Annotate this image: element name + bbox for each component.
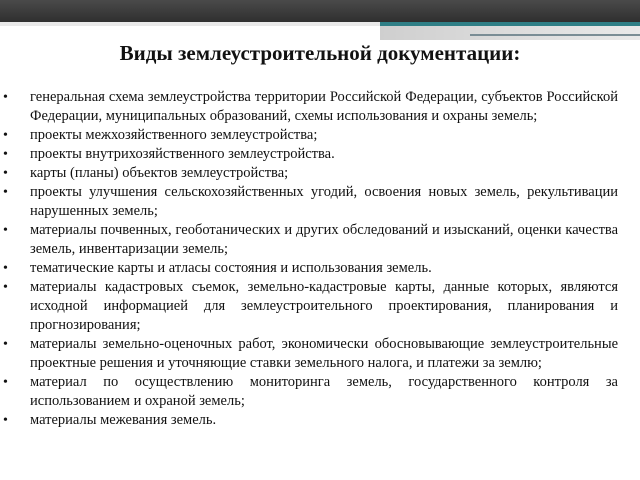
list-item bbox=[0, 164, 640, 183]
header-accent-gray bbox=[380, 26, 640, 40]
list-item-text: проекты внутрихозяйственного землеустройства. bbox=[30, 146, 335, 162]
bullet-icon: • bbox=[3, 166, 8, 181]
header-accent-line bbox=[470, 34, 640, 36]
header-accent-left bbox=[0, 22, 380, 26]
bullet-icon: • bbox=[3, 261, 8, 276]
list-item bbox=[0, 145, 640, 164]
list-item bbox=[0, 126, 640, 145]
list-item bbox=[0, 411, 640, 430]
list-item-text: материалы земельно-оценочных работ, экономически обосновывающие землеустроительные проектные решения и уточняющие ставки земельного налога, и платежи за землю; bbox=[30, 336, 618, 371]
bullet-icon: • bbox=[3, 337, 8, 352]
bullet-icon: • bbox=[3, 90, 8, 105]
bullet-icon: • bbox=[3, 128, 8, 143]
list-item-text: генеральная схема землеустройства территории Российской Федерации, субъектов Российской Федерации, муниципальных образований, схемы использования и охраны земель; bbox=[30, 89, 618, 124]
list-item-text: проекты межхозяйственного землеустройства; bbox=[30, 127, 318, 143]
bullet-icon: • bbox=[3, 185, 8, 200]
list-item bbox=[0, 221, 640, 259]
header-band bbox=[0, 0, 640, 22]
slide-title: Виды землеустроительной документации: bbox=[119, 41, 521, 65]
list-item bbox=[0, 278, 640, 335]
list-item-text: проекты улучшения сельскохозяйственных угодий, освоения новых земель, рекультивации нарушенных земель; bbox=[30, 184, 618, 219]
bullet-icon: • bbox=[3, 413, 8, 428]
bullet-icon: • bbox=[3, 375, 8, 390]
list-item-text: материал по осуществлению мониторинга земель, государственного контроля за использованием и охраной земель; bbox=[30, 374, 618, 409]
list-item bbox=[0, 259, 640, 278]
list-item-text: материалы почвенных, геоботанических и других обследований и изысканий, оценки качества земель, инвентаризации земель; bbox=[30, 222, 618, 257]
list-item-text: материалы межевания земель. bbox=[30, 412, 217, 428]
bullet-list bbox=[0, 88, 640, 430]
list-item bbox=[0, 335, 640, 373]
list-item bbox=[0, 88, 640, 126]
bullet-icon: • bbox=[3, 280, 8, 295]
list-item-text: карты (планы) объектов землеустройства; bbox=[30, 165, 289, 181]
list-item-text: тематические карты и атласы состояния и использования земель. bbox=[30, 260, 432, 276]
bullet-icon: • bbox=[3, 147, 8, 162]
list-item-text: материалы кадастровых съемок, земельно-кадастровые карты, данные которых, являются исходной информацией для землеустроительного проектирования, планирования и прогнозирования; bbox=[30, 279, 618, 333]
bullet-icon: • bbox=[3, 223, 8, 238]
list-item bbox=[0, 183, 640, 221]
list-item bbox=[0, 373, 640, 411]
